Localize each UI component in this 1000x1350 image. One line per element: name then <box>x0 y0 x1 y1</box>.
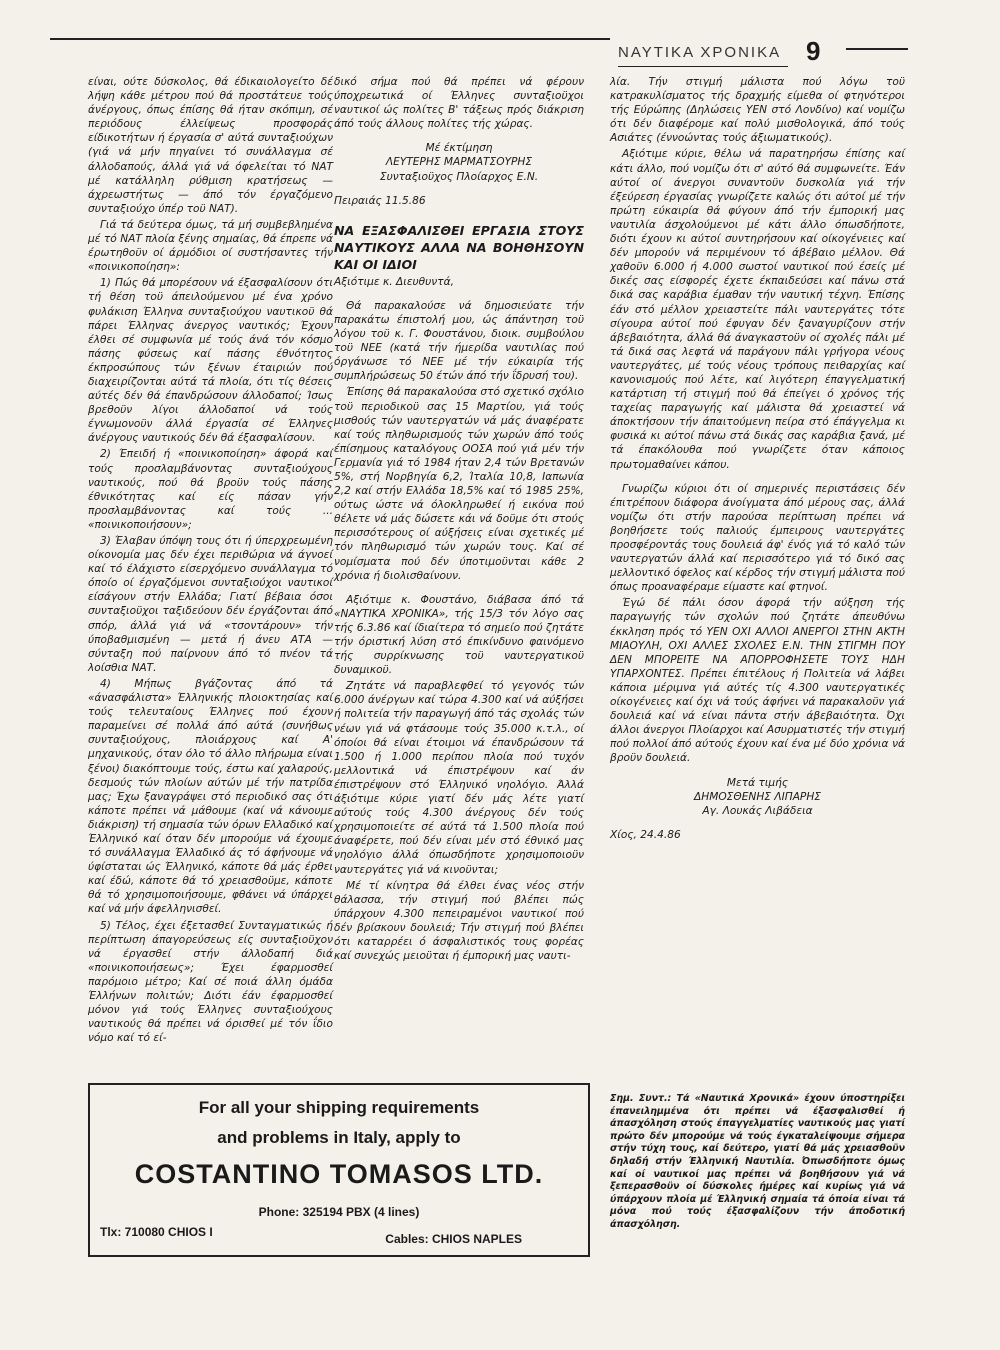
place-date: Πειραιάς 11.5.86 <box>334 194 426 207</box>
paragraph: 3) Έλαβαν ύπόψη τους ότι ή ύπερχρεωμένη οίκονομία μας δέν έχει περιθώρια νά άγνοεί καί τό έλάχιστο είσερχόμενο συνάλλαγμα τό όποίο οί έργαζόμενοι συνταξιούχοι ναυτικοί είσάγουν στήν Ελλάδα; Γιατί βέβαια όσοι συνταξιοϋχοι ταξιδεύουν δέν έργάζονται άπό σπόρ, άλλά γιά νά «τσοντάρουν» τήν ύποβαθμισμένη — μετά ή άνευ ΑΤΑ — σύνταξη πού παίρνουν άπό τό πνέον τά λοίσθια ΝΑΤ. <box>88 535 333 674</box>
page-number: 9 <box>806 36 821 66</box>
editor-note <box>610 1093 905 1232</box>
paragraph: 2) Έπειδή ή «ποινικοποίηση» άφορά καί τούς προσλαμβάνοντας συνταξιούχους ναυτικούς, πού θά βροϋν τούς πάσης έθνικότητας καί είς πάσαν γήν προσλαμβάνοντας καί τούς ... «ποινικοποιήσουν»; <box>88 448 333 531</box>
signer-location: Αγ. Λουκάς Λιβάδεια <box>702 804 813 817</box>
paragraph: είναι, ούτε δύσκολος, θά έδικαιολογείτο δέ λήψη κάθε μέτρου πού θά προστάτευε τούς άνέργους, όπως έπίσης θά ήταν σκόπιμη, σέ περιόδους έλλείψεως προσφοράς είδικοτήτων ή έργασία σ' αύτά συνταξιούχων (γιά νά μήν πηγαίνει τό συνάλλαγμα σέ άλλοδαπούς, άλλά γιά νά όφελείται τό ΝΑΤ μέ κατάλληλη ρύθμιση κρατήσεως — άχρεωστήτως — άπό τόν έργαζόμενο συνταξιούχο ύπέρ τοϋ ΝΑΤ). <box>88 76 333 215</box>
sign-off: Μέ έκτίμηση <box>425 142 493 155</box>
section-title: ΝΑΥΤΙΚΑ ΧΡΟΝΙΚΑ <box>618 44 782 61</box>
paragraph: λία. Τήν στιγμή μάλιστα πού λόγω τοϋ κατρακυλίσματος τής δραχμής είμεθα οί φτηνότεροι τής Εύρώπης (Δηλώσεις ΥΕΝ στό Λονδίνο) καί νομίζω ότι δέν διαφέρομε καί πολύ μισθολογικά, άπό τούς Ασιάτες (έννοώντας τούς άξιωματικούς). <box>610 76 905 145</box>
editor-note-text: Σημ. Συντ.: Τά «Ναυτικά Χρονικά» έχουν ύποστηρίξει έπανειλημμένα ότι πρέπει νά έξασφαλισθεί ή άπασχόληση στούς έπαγγελματίες ναυτικούς μας γιατί πρώτο δέν μπορούμε νά τούς έγκαταλείψουμε σήμερα στήν τύχη τους, καί δεύτερο, γιατί θά μάς χρειασθοϋν δηλαδή στήν Έλληνική Ναυτιλία. Όπωσδήποτε όμως καί οί ναυτικοί μας πρέπει νά βοηθήσουν γιά νά ξεπερασθοϋν οί δύσκολες ήμέρες καί κυρίως γιά νά ύπάρχουν πλοία μέ Έλληνική σημαία τά όποία είναι τά μόνα πού τούς έξασφαλίζουν τήν άποδοτική άπασχόληση. <box>610 1093 905 1230</box>
sign-off: Μετά τιμής <box>726 776 789 789</box>
paragraph: Αξιότιμε κ. Φουστάνο, διάβασα άπό τά «ΝΑΥΤΙΚΑ ΧΡΟΝΙΚΑ», τής 15/3 τόν λόγο σας τής 6.3.86 καί ίδιαίτερα τό σημείο πού ζητάτε τήν όριστική λύση στό έπικίνδυνο φαινόμενο τής συρρίκνωσης τοϋ ναυτεργατικοϋ δυναμικοϋ. <box>334 593 584 677</box>
ad-company-name: COSTANTINO TOMASOS LTD. <box>134 1159 544 1189</box>
paragraph: Γνωρίζω κύριοι ότι οί σημερινές περιστάσεις δέν έπιτρέπουν διάφορα άνοίγματα άπό μέρους σας, άλλά νομίζω ότι στήν παρούσα περίπτωση πρέπει νά βοηθήσετε τούς παλιούς έμπειρους ναυτεργάτες προσφέροντάς τους δουλειά άφ' ένός γιά τό καλό τών ναυτεργατών άλλά καί περισσότερο γιά τό δικό σας μελλοντικό όφελος καί κέρδος τήν στιγμή μάλιστα πού όπως προαναφέραμε είμαστε καί φτηνοί. <box>610 482 905 594</box>
paragraph: δικό σήμα πού θά πρέπει νά φέρουν ύποχρεωτικά οί Έλληνες συνταξιοϋχοι ναυτικοί ώς πολίτες Β' τάξεως πρός διάκριση άπό τούς άλλους πολίτες τής χώρας. <box>334 76 584 131</box>
paragraph: Θά παρακαλούσε νά δημοσιεύατε τήν παρακάτω έπιστολή μου, ώς άπάντηση τοϋ λόγου τοϋ κ. Γ. Φουστάνου, διοικ. συμβούλου τοϋ ΝΕΕ (κατά τήν ήμερίδα ναυτιλίας πού όργάνωσε τό ΝΕΕ μέ τήν εύκαιρία τής συμπλήρώσεως 50 έτών άπό τήν ΐδρυσή του). <box>334 299 584 383</box>
header-rule-left <box>50 38 610 40</box>
signer-name: ΛΕΥΤΕΡΗΣ ΜΑΡΜΑΤΣΟΥΡΗΣ <box>385 156 533 169</box>
signer-name: ΔΗΜΟΣΘΕΝΗΣ ΛΙΠΑΡΗΣ <box>693 790 821 803</box>
paragraph: 1) Πώς θά μπορέσουν νά έξασφαλίσουν ότι τή θέση τοϋ άπειλούμενου μέ ένα χρόνο φυλάκιση Έλληνα συνταξιούχου ναυτικοϋ θά πάρει Έλληνας άνεργος ναυτικός; Έχουν έλθει σέ συμφωνία μέ τούς άνά τόν κόσμο πάσης φύσεως καί πάσης έθνότητος έκπροσώπους τών ξένων έταιριών πού διαχειρίζονται αύτά τά πλοία, ότι τίς θέσεις αύτές δέν θά έπανδρώσουν άλλοδαποί; Ίσως βρεθοϋν λίγοι άλλοδαποί νά τούς έγνωμονοϋν άλλά έργασία σέ Έλληνες άνέργους ναυτικούς δέν θά έξασφαλίσουν. <box>88 277 333 445</box>
ad-cables: Cables: CHIOS NAPLES <box>385 1232 522 1246</box>
paragraph: 4) Μήπως βγάζοντας άπό τά «άνασφάλιστα» Έλληνικής πλοιοκτησίας καί τούς τελευταίους Έλληνες πού έχουν παραμείνει σέ πολλά άπό αύτά (συνήθως συνταξιούχους, πλοιάρχους καί Α' μηχανικούς, όταν όλο τό άλλο πλήρωμα είναι ξένοι) διακόπτουμε τούς, έστω καί χαλαρούς, δεσμούς τών πλοίων αύτών μέ τήν πατρίδα μας; Έχω ξαναγράψει στό περιοδικό σας ότι κάποτε πρέπει νά μάθουμε (καί νά κάνουμε διάκριση) τή σημασία τών όρων Ελλαδικό καί Έλληνικό καί όταν δέν μπορούμε νά έχουμε τό συνάλλαγμα Έλλαδικό άς τό άφήνουμε νά ύφίσταται ώς Έλληνικό, κάποτε θά μάς έρθει καί έδώ, κάποτε θά τό χρειασθοϋμε, κάποτε θά τό χρησιμοποιήσουμε, φθάνει νά ύπάρχει καί νά μήν άφελληνισθεί. <box>88 677 333 916</box>
paragraph: Γιά τά δεύτερα όμως, τά μή συμβεβλημένα μέ τό ΝΑΤ πλοία ξένης σημαίας, θά έπρεπε νά έρωτηθοϋν οί άρμόδιοι οί συστήσαντες τήν «ποινικοποίηση»: <box>88 218 333 274</box>
place-date: Χίος, 24.4.86 <box>610 828 681 841</box>
paragraph: Έπίσης θά παρακαλούσα στό σχετικό σχόλιο τοϋ περιοδικοϋ σας 15 Μαρτίου, γιά τούς μισθούς τών ναυτεργατών νά μάς άναφέρατε καί τούς πληθωρισμούς τών χωρών άπό τούς έπίσημους καταλόγους ΟΟΣΑ πού γιά μέν τήν Γερμανία γιά τό 1984 ήταν 2,4 τών Βρετανών 5%, στή Νορβηγία 6,2, Ίταλία 10,8, Ιαπωνία 2,2 καί στήν Ελλάδα 18,5% καί τό 1985 25%, ούτως ώστε νά όλοκληρωθεί ή εικόνα πού θέλετε νά μάς δώσετε κάι νά δοϋμε ότι στούς περισσότερους οί αύξήσεις είναι σχετικές μέ τόν πληθωρισμό τών χωρών τους. Καί σέ νομίσματα πού δέν ύποτιμοϋνται κάθε 2 χρόνια ή διολισθαίνουν. <box>334 386 584 582</box>
header-rule-right <box>846 48 908 50</box>
article-headline: ΝΑ ΕΞΑΣΦΑΛΙΣΘΕΙ ΕΡΓΑΣΙΑ ΣΤΟΥΣ ΝΑΥΤΙΚΟΥΣ ΑΛΛΑ ΝΑ ΒΟΗΘΗΣΟΥΝ ΚΑΙ ΟΙ ΙΔΙΟΙ <box>334 222 584 272</box>
column-1 <box>88 75 333 1047</box>
paragraph: Έγώ δέ πάλι όσον άφορά τήν αύξηση τής παραγωγής τών σχολών πού ζητάτε άπευθύνω έκκληση πρός τό ΥΕΝ ΟΧΙ ΑΛΛΟΙ ΑΝΕΡΓΟΙ ΣΤΗΝ ΑΚΤΗ ΜΙΑΟΥΛΗ, ΟΧΙ ΑΛΛΕΣ ΣΧΟΛΕΣ Ε.Ν. ΤΗΝ ΣΤΙΓΜΗ ΠΟΥ ΔΕΝ ΜΠΟΡΕΙΤΕ ΝΑ ΑΠΟΡΡΟΦΗΣΕΤΕ ΤΟΥΣ ΗΔΗ ΥΠΑΡΧΟΝΤΕΣ. Πρέπει έπιτέλους ή Πολιτεία νά λάβει κάποια μέριμνα γιά αύτές τίς 4.300 ναυτεργατικές οίκογένειες καί όχι νά τούς άφήνει νά παρακαλοϋν γιά δουλειά καί νά είναι πάντα στήν άβεβαιότητα. Όχι άλλοι άνεργοι Πλοίαρχοι καί Ασυρματιστές τήν στιγμή πού πολλοί άπό αύτούς έχουν καί ένα μέ δύο χρόνια νά βροϋν δουλειά. <box>610 597 905 765</box>
paragraph: Αξιότιμε κύριε, θέλω νά παρατηρήσω έπίσης καί κάτι άλλο, πού νομίζω ότι σ' αύτό θά συμφωνείτε. Έάν αύτοί οί άνεργοι συναντοϋν δυσκολία γιά τήν έξεύρεση έργασίας γνωρίζετε καλώς ότι αύτοί μέ τήν πρώτη εύκαιρία θά φύγουν άπό τήν έμπορική μας ναυτιλία άσχολούμενοι μέ κάτι άλλο όπωσδήποτε, διότι έχουν κι αύτοί συντηρήσουν καί οίκογένειες καί δέν μπορούν νά περιμένουν τό άβέβαιο μέλλον. Θά χαθοϋν 6.000 ή 4.000 σωστοί ναυτικοί πού έσείς μέ δικές σας είσφορές έχετε έκπαιδεύσει καί πάνω στά δικά σας καράβια έμαθαν τήν ναυτική τέχνη. Έπίσης έάν στό μέλλον χρειαστείτε πάλι ναυτεργάτες τότε σίγουρα αύτοί πού έφυγαν δέν ξαναγυρίζουν στήν άβεβαιότητα, άλλά θά άναγκαστοϋν οί σχολές πάλι μέ τά δικά σας λεφτά νά παράγουν πάλι γρήγορα νέους ναυτεργάτες, μέ τούς νέους τρόπους πειθαρχίας καί κανονισμούς πού λέτε, καί λιγότερη έπαγγελματική κατάρτιση τή στιγμή πού θά έπείγει ό χρόνος τής ταχείας παραγωγής καί μάλιστα θά χρειαστεί νά άποκτήσουν τήν άπαιτούμενη πείρα στό έπάγγελμα κι φυσικά κι αύτοί πάνω στά δικάς σας καράβια ξανά, μέ τά έπακόλουθα πού γνωρίζετε όταν κάποιος πρωτομαθαίνει κάπου. <box>610 148 905 471</box>
column-2 <box>334 75 584 965</box>
salutation: Αξιότιμε κ. Διευθυντά, <box>334 275 454 288</box>
ad-line-2: and problems in Italy, apply to <box>217 1128 461 1147</box>
ad-phone: Phone: 325194 PBX (4 lines) <box>258 1205 420 1219</box>
ad-line-1: For all your shipping requirements <box>198 1098 480 1117</box>
ad-telex: Tlx: 710080 CHIOS I <box>100 1225 213 1239</box>
paragraph: Ζητάτε νά παραβλεφθεί τό γεγονός τών 6.000 άνέργων καί τώρα 4.300 καί νά αύξήσει ή πολιτεία τήν παραγωγή άπό τάς σχολάς τών νέων γιά νά φτάσουμε τούς 35.000 κ.τ.λ., οί όποίοι θά είναι έτοιμοι νά έπανδρώσουν τά 1.500 ή 1.000 περίπου πλοία πού τυχόν μελλοντικά νά έπιστρέψουν καί άν έπιστρέψουν στό Έλληνικό νηολόγιο. Άλλά άξιότιμε κύριε γιατί δέν μάς λέτε γιατί αύτούς τούς 4.300 άνέργους δέν τούς χρησιμοποιείτε σέ αύτά τά 1.500 πλοία πού άναφέρετε, πού δέν είναι μέν στό έθνικό μας νηολόγιο άλλά όπωσδήποτε χρησιμοποιοϋν ναυτεργάτες γιά νά κινοϋνται; <box>334 680 584 876</box>
advertisement-box <box>88 1083 590 1257</box>
header-rule-mid <box>618 66 788 67</box>
paragraph: 5) Τέλος, έχει έξετασθεί Συνταγματικώς ή περίπτωση άπαγορεύσεως είς συνταξιοϋχον νά έργασθεί στήν άλλοδαπή διά «ποινικοποιήσεως»; Έχει έφαρμοσθεί παρόμοιο μέτρο; Καί σέ ποιά άλλη όμάδα Έλλήνων πολιτών; Διότι έάν έφαρμοσθεί μόνον γιά τούς Έλληνες συνταξιούχους ναυτικούς θά πρέπει νά όρισθεί μέ τόν ΐδιο νόμο καί τό εί- <box>88 919 333 1045</box>
paragraph: Μέ τί κίνητρα θά έλθει ένας νέος στήν θάλασσα, τήν στιγμή πού βλέπει πώς ύπάρχουν 4.300 πεπειραμένοι ναυτικοί πού δέν βρίσκουν δουλειά; Τήν στιγμή πού βλέπει ότι καταρρέει ό άσφαλιστικός τους φορέας καί συνεχώς μειοϋται ή έμπορική μας ναυτι- <box>334 879 584 963</box>
column-3 <box>610 75 905 842</box>
signer-title: Συνταξιοϋχος Πλοίαρχος Ε.Ν. <box>379 170 539 183</box>
